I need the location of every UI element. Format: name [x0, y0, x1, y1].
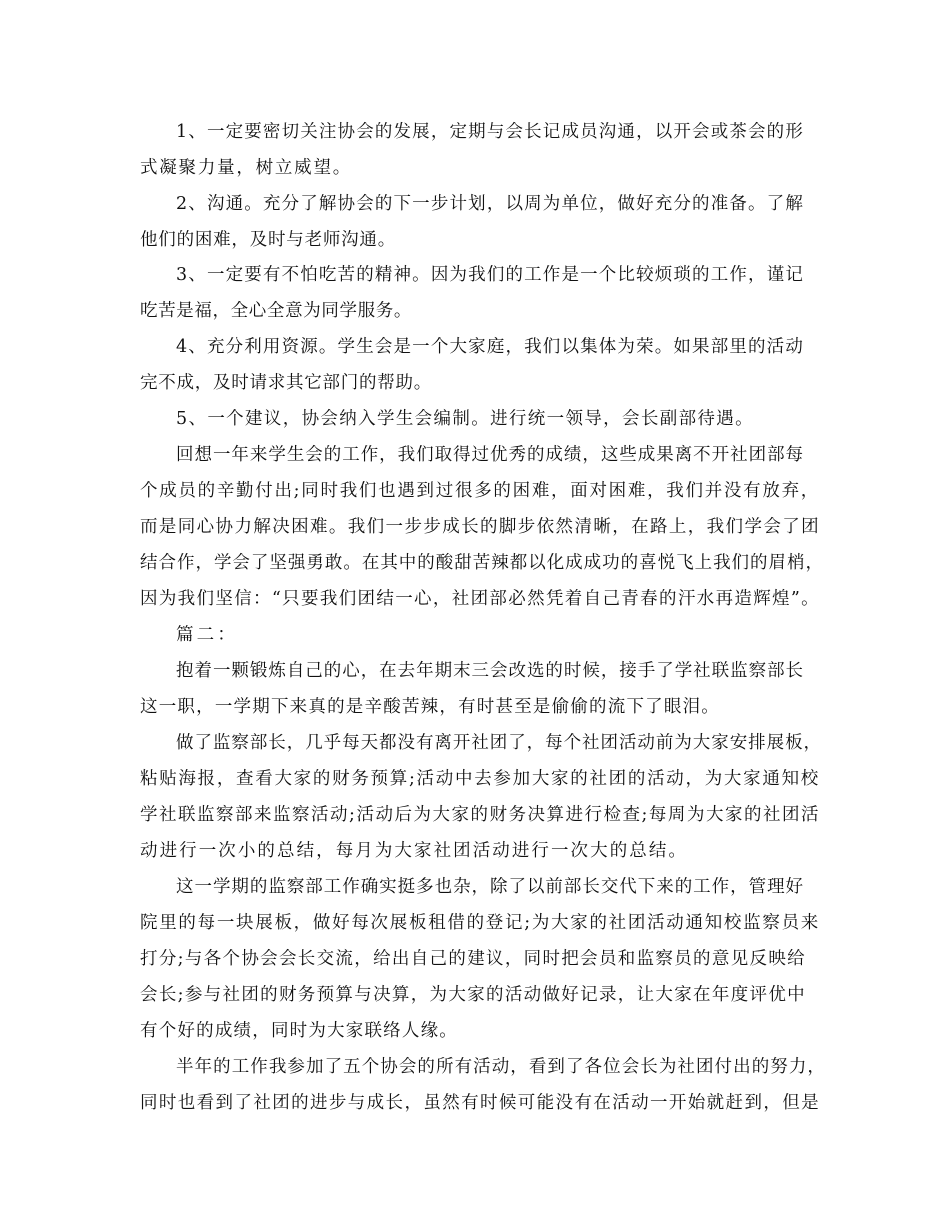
text-line: 吃苦是福，全心全意为同学服务。 — [140, 301, 412, 321]
text-line: 做了监察部长，几乎每天都没有离开社团了，每个社团活动前为大家安排展板， — [176, 733, 822, 753]
text-line: 1、一定要密切关注协会的发展，定期与会长记成员沟通，以开会或茶会的形 — [176, 122, 805, 142]
text-line: 院里的每一块展板，做好每次展板租借的登记;为大家的社团活动通知校监察员来 — [140, 913, 820, 933]
text-line: 个成员的辛勤付出;同时我们也遇到过很多的困难，面对困难，我们并没有放弃， — [140, 481, 820, 501]
text-line: 5、一个建议，协会纳入学生会编制。进行统一领导，会长副部待遇。 — [176, 409, 754, 429]
section-heading: 篇二： — [176, 625, 239, 645]
text-line: 同时也看到了社团的进步与成长，虽然有时候可能没有在活动一开始就赶到，但是 — [140, 1093, 821, 1113]
text-line: 粘贴海报，查看大家的财务预算;活动中去参加大家的社团的活动，为大家通知校 — [140, 769, 820, 789]
text-line: 会长;参与社团的财务预算与决算，为大家的活动做好记录，让大家在年度评优中 — [140, 985, 806, 1005]
text-line: 他们的困难，及时与老师沟通。 — [140, 230, 397, 250]
text-line: 打分;与各个协会会长交流，给出自己的建议，同时把会员和监察员的意见反映给 — [140, 949, 806, 969]
text-line: 回想一年来学生会的工作，我们取得过优秀的成绩，这些成果离不开社团部每 — [176, 445, 805, 465]
text-line: 学社联监察部来监察活动;活动后为大家的财务决算进行检查;每周为大家的社团活 — [140, 805, 820, 825]
text-line: 结合作，学会了坚强勇敢。在其中的酸甜苦辣都以化成成功的喜悦飞上我们的眉梢， — [140, 553, 824, 573]
text-line: 抱着一颗锻炼自己的心，在去年期末三会改选的时候，接手了学社联监察部长 — [176, 661, 805, 681]
text-line: 这一学期的监察部工作确实挺多也杂，除了以前部长交代下来的工作，管理好 — [176, 877, 805, 897]
text-line: 因为我们坚信：“只要我们团结一心，社团部必然凭着自己青春的汗水再造辉煌”。 — [140, 589, 821, 609]
text-line: 3、一定要有不怕吃苦的精神。因为我们的工作是一个比较烦琐的工作，谨记 — [176, 265, 805, 285]
text-line: 动进行一次小的总结，每月为大家社团活动进行一次大的总结。 — [140, 841, 688, 861]
text-line: 有个好的成绩，同时为大家联络人缘。 — [140, 1021, 459, 1041]
text-line: 半年的工作我参加了五个协会的所有活动，看到了各位会长为社团付出的努力， — [176, 1057, 826, 1077]
text-line: 而是同心协力解决困难。我们一步步成长的脚步依然清晰，在路上，我们学会了团 — [140, 517, 821, 537]
text-line: 式凝聚力量，树立威望。 — [140, 158, 353, 178]
text-line: 2、沟通。充分了解协会的下一步计划，以周为单位，做好充分的准备。了解 — [176, 194, 805, 214]
text-line: 4、充分利用资源。学生会是一个大家庭，我们以集体为荣。如果部里的活动 — [176, 337, 805, 357]
text-line: 这一职，一学期下来真的是辛酸苦辣，有时甚至是偷偷的流下了眼泪。 — [140, 697, 721, 717]
text-line: 完不成，及时请求其它部门的帮助。 — [140, 373, 432, 393]
